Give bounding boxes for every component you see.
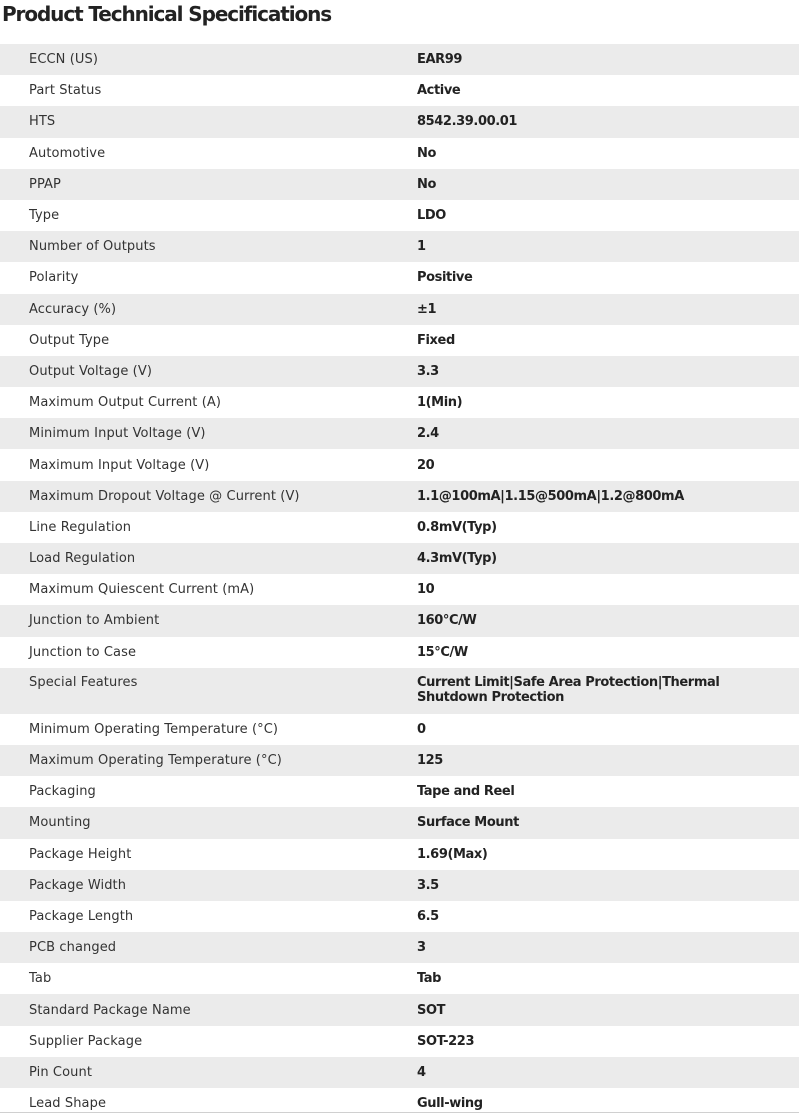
table-row: [0, 714, 799, 745]
spec-label: Output Type: [0, 325, 417, 356]
spec-label: Maximum Operating Temperature (°C): [0, 745, 417, 776]
spec-label: Junction to Case: [0, 637, 417, 668]
page-title: Product Technical Specifications: [2, 2, 332, 26]
spec-value: 20: [417, 449, 799, 480]
spec-value: 1(Min): [417, 387, 799, 418]
spec-value: 160°C/W: [417, 605, 799, 636]
table-row: [0, 745, 799, 776]
table-row: [0, 75, 799, 106]
table-row: [0, 668, 799, 714]
bottom-divider: [0, 1112, 799, 1113]
spec-label: PCB changed: [0, 932, 417, 963]
table-row: [0, 138, 799, 169]
table-row: [0, 200, 799, 231]
spec-label: Standard Package Name: [0, 994, 417, 1025]
table-row: [0, 418, 799, 449]
spec-label: Part Status: [0, 75, 417, 106]
table-row: [0, 1088, 799, 1119]
spec-label: Tab: [0, 963, 417, 994]
spec-value: 2.4: [417, 418, 799, 449]
spec-label: Minimum Operating Temperature (°C): [0, 714, 417, 745]
table-row: [0, 839, 799, 870]
spec-value: 10: [417, 574, 799, 605]
spec-table-body: [0, 44, 799, 1119]
spec-label: Maximum Quiescent Current (mA): [0, 574, 417, 605]
spec-table: [0, 44, 799, 1119]
spec-value: Positive: [417, 262, 799, 293]
spec-value: No: [417, 169, 799, 200]
spec-value: EAR99: [417, 44, 799, 75]
table-row: [0, 262, 799, 293]
table-row: [0, 512, 799, 543]
table-row: [0, 870, 799, 901]
spec-value: 0: [417, 714, 799, 745]
spec-value: 3.5: [417, 870, 799, 901]
spec-label: Accuracy (%): [0, 294, 417, 325]
spec-value: [417, 668, 799, 714]
spec-label: Package Length: [0, 901, 417, 932]
spec-label: HTS: [0, 106, 417, 137]
table-row: [0, 387, 799, 418]
spec-label: Maximum Input Voltage (V): [0, 449, 417, 480]
spec-value: 6.5: [417, 901, 799, 932]
spec-label: Maximum Dropout Voltage @ Current (V): [0, 481, 417, 512]
table-row: [0, 963, 799, 994]
table-row: [0, 605, 799, 636]
spec-label: Line Regulation: [0, 512, 417, 543]
spec-value: Tape and Reel: [417, 776, 799, 807]
spec-value: 125: [417, 745, 799, 776]
table-row: [0, 356, 799, 387]
spec-value: Surface Mount: [417, 807, 799, 838]
table-row: [0, 543, 799, 574]
spec-value: 0.8mV(Typ): [417, 512, 799, 543]
spec-label: Type: [0, 200, 417, 231]
spec-label: Packaging: [0, 776, 417, 807]
spec-label: Load Regulation: [0, 543, 417, 574]
spec-value: 1.69(Max): [417, 839, 799, 870]
table-row: [0, 1026, 799, 1057]
spec-value: No: [417, 138, 799, 169]
table-row: [0, 807, 799, 838]
table-row: [0, 294, 799, 325]
spec-label: Package Width: [0, 870, 417, 901]
spec-value: ±1: [417, 294, 799, 325]
spec-value: 8542.39.00.01: [417, 106, 799, 137]
spec-value: 4: [417, 1057, 799, 1088]
table-row: [0, 449, 799, 480]
table-row: [0, 44, 799, 75]
spec-value: 3: [417, 932, 799, 963]
spec-value: LDO: [417, 200, 799, 231]
table-row: [0, 481, 799, 512]
spec-value-text: Current Limit|Safe Area Protection|Thermal Shutdown Protection: [417, 674, 720, 705]
spec-label: Lead Shape: [0, 1088, 417, 1119]
table-row: [0, 1057, 799, 1088]
spec-value: Fixed: [417, 325, 799, 356]
spec-label: Automotive: [0, 138, 417, 169]
spec-value: SOT-223: [417, 1026, 799, 1057]
spec-label: Number of Outputs: [0, 231, 417, 262]
spec-label: PPAP: [0, 169, 417, 200]
spec-value: 4.3mV(Typ): [417, 543, 799, 574]
spec-value: Tab: [417, 963, 799, 994]
spec-value: Gull-wing: [417, 1088, 799, 1119]
spec-label: Package Height: [0, 839, 417, 870]
table-row: [0, 637, 799, 668]
spec-label: Junction to Ambient: [0, 605, 417, 636]
table-row: [0, 169, 799, 200]
spec-label: Pin Count: [0, 1057, 417, 1088]
spec-label: Minimum Input Voltage (V): [0, 418, 417, 449]
spec-value: SOT: [417, 994, 799, 1025]
table-row: [0, 574, 799, 605]
table-row: [0, 325, 799, 356]
spec-value: 1: [417, 231, 799, 262]
spec-label: Output Voltage (V): [0, 356, 417, 387]
spec-value: Active: [417, 75, 799, 106]
spec-label-text: Special Features: [29, 674, 138, 690]
spec-label: Polarity: [0, 262, 417, 293]
table-row: [0, 994, 799, 1025]
spec-label: ECCN (US): [0, 44, 417, 75]
spec-label: [0, 668, 417, 714]
spec-value: 1.1@100mA|1.15@500mA|1.2@800mA: [417, 481, 799, 512]
table-row: [0, 106, 799, 137]
table-row: [0, 776, 799, 807]
spec-value: 3.3: [417, 356, 799, 387]
table-row: [0, 932, 799, 963]
table-row: [0, 231, 799, 262]
spec-label: Mounting: [0, 807, 417, 838]
spec-label: Maximum Output Current (A): [0, 387, 417, 418]
spec-value: 15°C/W: [417, 637, 799, 668]
spec-label: Supplier Package: [0, 1026, 417, 1057]
table-row: [0, 901, 799, 932]
